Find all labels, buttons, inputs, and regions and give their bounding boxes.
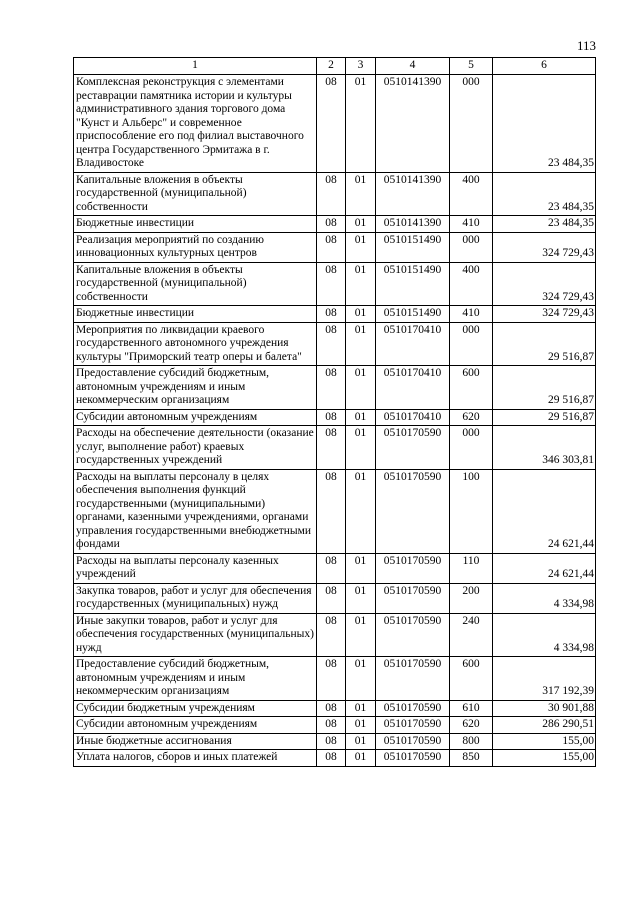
table-row bbox=[74, 750, 596, 767]
row-name: Иные закупки товаров, работ и услуг для обеспечения государственных (муниципальных) нужд bbox=[74, 613, 317, 657]
table-row bbox=[74, 657, 596, 701]
row-sum: 346 303,81 bbox=[493, 426, 596, 470]
row-name: Расходы на выплаты персоналу в целях обеспечения выполнения функций государственными (муниципальными) органами, казенными учреждениями, органами управления государственными внебюджетными фондами bbox=[74, 469, 317, 553]
table-row bbox=[74, 469, 596, 553]
row-vr: 000 bbox=[450, 232, 493, 262]
row-pr: 01 bbox=[346, 322, 376, 366]
page-number: 113 bbox=[576, 38, 596, 53]
row-pr: 01 bbox=[346, 409, 376, 426]
row-name: Капитальные вложения в объекты государственной (муниципальной) собственности bbox=[74, 172, 317, 216]
row-pr: 01 bbox=[346, 172, 376, 216]
table-row bbox=[74, 700, 596, 717]
row-pr: 01 bbox=[346, 700, 376, 717]
row-name: Бюджетные инвестиции bbox=[74, 306, 317, 323]
row-pr: 01 bbox=[346, 262, 376, 306]
row-csr: 0510170590 bbox=[376, 700, 450, 717]
row-csr: 0510141390 bbox=[376, 216, 450, 233]
row-rz: 08 bbox=[317, 322, 346, 366]
row-name: Комплексная реконструкция с элементами реставрации памятника истории и культуры административного здания торгового дома "Кунст и Альберс" и современное приспособление его под филиал выставочного центра Государственного Эрмитажа в г. Владивостоке bbox=[74, 75, 317, 173]
table-row bbox=[74, 232, 596, 262]
row-vr: 240 bbox=[450, 613, 493, 657]
row-pr: 01 bbox=[346, 583, 376, 613]
row-rz: 08 bbox=[317, 262, 346, 306]
row-name: Бюджетные инвестиции bbox=[74, 216, 317, 233]
row-vr: 000 bbox=[450, 426, 493, 470]
row-name: Субсидии автономным учреждениям bbox=[74, 409, 317, 426]
row-name: Субсидии бюджетным учреждениям bbox=[74, 700, 317, 717]
table-row bbox=[74, 733, 596, 750]
row-rz: 08 bbox=[317, 366, 346, 410]
row-name: Капитальные вложения в объекты государственной (муниципальной) собственности bbox=[74, 262, 317, 306]
row-sum: 23 484,35 bbox=[493, 172, 596, 216]
row-csr: 0510170590 bbox=[376, 657, 450, 701]
row-vr: 620 bbox=[450, 717, 493, 734]
row-sum: 29 516,87 bbox=[493, 322, 596, 366]
row-name: Субсидии автономным учреждениям bbox=[74, 717, 317, 734]
budget-table bbox=[73, 57, 596, 767]
table-row bbox=[74, 426, 596, 470]
row-sum: 24 621,44 bbox=[493, 553, 596, 583]
row-name: Предоставление субсидий бюджетным, автономным учреждениям и иным некоммерческим организациям bbox=[74, 657, 317, 701]
column-header: 2 bbox=[317, 58, 346, 75]
row-vr: 100 bbox=[450, 469, 493, 553]
row-vr: 600 bbox=[450, 657, 493, 701]
row-rz: 08 bbox=[317, 409, 346, 426]
column-header: 6 bbox=[493, 58, 596, 75]
table-row bbox=[74, 216, 596, 233]
column-header: 3 bbox=[346, 58, 376, 75]
row-sum: 4 334,98 bbox=[493, 613, 596, 657]
table-row bbox=[74, 306, 596, 323]
row-vr: 850 bbox=[450, 750, 493, 767]
row-sum: 286 290,51 bbox=[493, 717, 596, 734]
row-csr: 0510151490 bbox=[376, 232, 450, 262]
row-pr: 01 bbox=[346, 216, 376, 233]
row-pr: 01 bbox=[346, 657, 376, 701]
table-row bbox=[74, 409, 596, 426]
row-name: Уплата налогов, сборов и иных платежей bbox=[74, 750, 317, 767]
row-rz: 08 bbox=[317, 613, 346, 657]
row-csr: 0510141390 bbox=[376, 172, 450, 216]
row-vr: 200 bbox=[450, 583, 493, 613]
row-csr: 0510170590 bbox=[376, 717, 450, 734]
row-sum: 324 729,43 bbox=[493, 232, 596, 262]
row-sum: 24 621,44 bbox=[493, 469, 596, 553]
row-csr: 0510170590 bbox=[376, 733, 450, 750]
row-pr: 01 bbox=[346, 306, 376, 323]
row-pr: 01 bbox=[346, 717, 376, 734]
row-name: Реализация мероприятий по созданию инновационных культурных центров bbox=[74, 232, 317, 262]
row-vr: 110 bbox=[450, 553, 493, 583]
row-rz: 08 bbox=[317, 657, 346, 701]
row-name: Расходы на обеспечение деятельности (оказание услуг, выполнение работ) краевых государственных учреждений bbox=[74, 426, 317, 470]
row-sum: 30 901,88 bbox=[493, 700, 596, 717]
row-csr: 0510170590 bbox=[376, 426, 450, 470]
row-pr: 01 bbox=[346, 366, 376, 410]
row-name: Предоставление субсидий бюджетным, автономным учреждениям и иным некоммерческим организациям bbox=[74, 366, 317, 410]
table-row bbox=[74, 583, 596, 613]
row-name: Мероприятия по ликвидации краевого государственного автономного учреждения культуры "Приморский театр оперы и балета" bbox=[74, 322, 317, 366]
row-rz: 08 bbox=[317, 426, 346, 470]
row-vr: 620 bbox=[450, 409, 493, 426]
row-rz: 08 bbox=[317, 469, 346, 553]
row-rz: 08 bbox=[317, 733, 346, 750]
row-vr: 600 bbox=[450, 366, 493, 410]
row-vr: 400 bbox=[450, 262, 493, 306]
table-row bbox=[74, 172, 596, 216]
table-row bbox=[74, 75, 596, 173]
row-csr: 0510170590 bbox=[376, 469, 450, 553]
row-vr: 800 bbox=[450, 733, 493, 750]
row-csr: 0510170590 bbox=[376, 583, 450, 613]
table-row bbox=[74, 717, 596, 734]
row-rz: 08 bbox=[317, 232, 346, 262]
row-rz: 08 bbox=[317, 700, 346, 717]
row-sum: 23 484,35 bbox=[493, 75, 596, 173]
row-rz: 08 bbox=[317, 172, 346, 216]
table-row bbox=[74, 553, 596, 583]
row-vr: 000 bbox=[450, 75, 493, 173]
table-row bbox=[74, 613, 596, 657]
row-pr: 01 bbox=[346, 553, 376, 583]
table-header-row bbox=[74, 58, 596, 75]
row-sum: 155,00 bbox=[493, 750, 596, 767]
row-sum: 324 729,43 bbox=[493, 262, 596, 306]
table-row bbox=[74, 322, 596, 366]
row-rz: 08 bbox=[317, 216, 346, 233]
row-rz: 08 bbox=[317, 75, 346, 173]
column-header: 1 bbox=[74, 58, 317, 75]
row-pr: 01 bbox=[346, 75, 376, 173]
row-pr: 01 bbox=[346, 426, 376, 470]
row-csr: 0510151490 bbox=[376, 306, 450, 323]
row-sum: 155,00 bbox=[493, 733, 596, 750]
row-name: Расходы на выплаты персоналу казенных учреждений bbox=[74, 553, 317, 583]
row-csr: 0510170410 bbox=[376, 409, 450, 426]
row-name: Иные бюджетные ассигнования bbox=[74, 733, 317, 750]
row-csr: 0510170410 bbox=[376, 322, 450, 366]
row-vr: 000 bbox=[450, 322, 493, 366]
row-csr: 0510170590 bbox=[376, 613, 450, 657]
row-csr: 0510151490 bbox=[376, 262, 450, 306]
row-sum: 4 334,98 bbox=[493, 583, 596, 613]
row-vr: 610 bbox=[450, 700, 493, 717]
column-header: 5 bbox=[450, 58, 493, 75]
row-rz: 08 bbox=[317, 583, 346, 613]
column-header: 4 bbox=[376, 58, 450, 75]
row-vr: 400 bbox=[450, 172, 493, 216]
row-csr: 0510170410 bbox=[376, 366, 450, 410]
row-sum: 317 192,39 bbox=[493, 657, 596, 701]
row-pr: 01 bbox=[346, 750, 376, 767]
row-name: Закупка товаров, работ и услуг для обеспечения государственных (муниципальных) нужд bbox=[74, 583, 317, 613]
row-sum: 324 729,43 bbox=[493, 306, 596, 323]
row-pr: 01 bbox=[346, 469, 376, 553]
row-pr: 01 bbox=[346, 613, 376, 657]
row-rz: 08 bbox=[317, 553, 346, 583]
row-pr: 01 bbox=[346, 733, 376, 750]
row-vr: 410 bbox=[450, 216, 493, 233]
table-row bbox=[74, 262, 596, 306]
row-sum: 23 484,35 bbox=[493, 216, 596, 233]
row-rz: 08 bbox=[317, 306, 346, 323]
row-sum: 29 516,87 bbox=[493, 409, 596, 426]
table-row bbox=[74, 366, 596, 410]
row-pr: 01 bbox=[346, 232, 376, 262]
row-sum: 29 516,87 bbox=[493, 366, 596, 410]
row-rz: 08 bbox=[317, 750, 346, 767]
row-vr: 410 bbox=[450, 306, 493, 323]
row-csr: 0510170590 bbox=[376, 750, 450, 767]
row-rz: 08 bbox=[317, 717, 346, 734]
row-csr: 0510170590 bbox=[376, 553, 450, 583]
row-csr: 0510141390 bbox=[376, 75, 450, 173]
